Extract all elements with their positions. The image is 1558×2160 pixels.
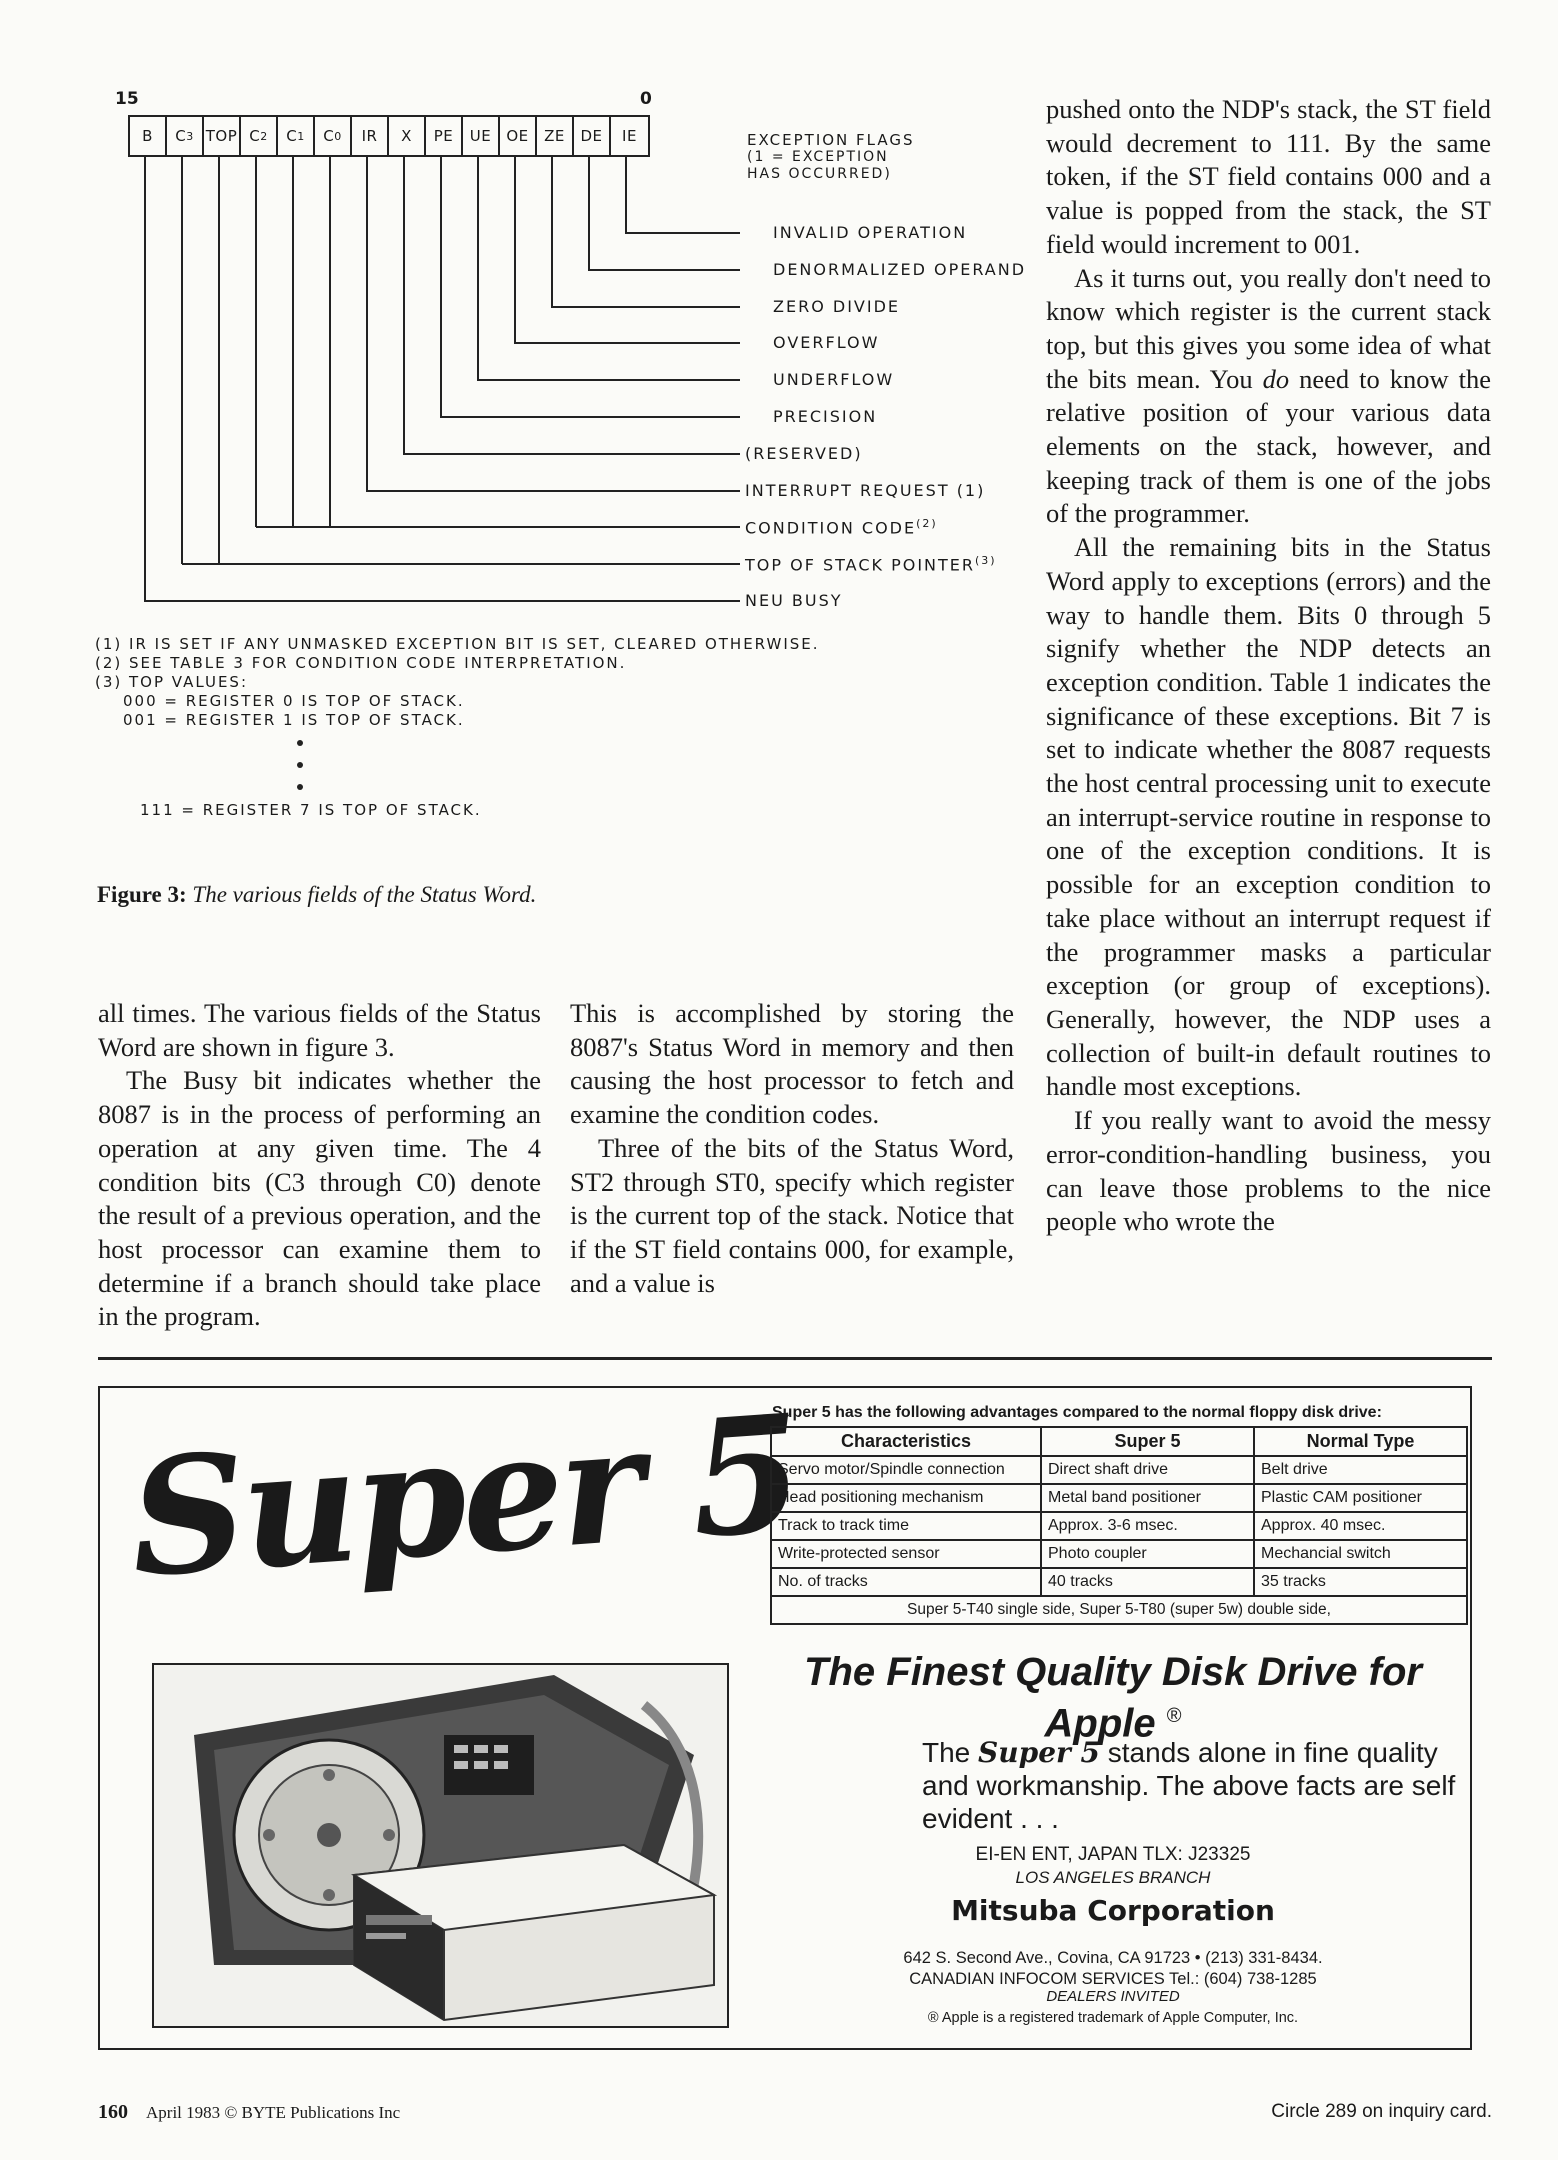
paragraph: This is accomplished by storing the 8087's Status Word in memory and then causing the host processor to fetch and examine the condition codes.	[570, 998, 1014, 1130]
contact-branch: LOS ANGELES BRANCH	[1015, 1868, 1211, 1887]
paragraph: Three of the bits of the Status Word, ST2 through ST0, specify which register is the current top of the stack. Notice that if the ST field contains 000, for example, and a value is	[570, 1132, 1014, 1298]
line-top	[182, 155, 740, 564]
table-row	[771, 1484, 1467, 1512]
ellipsis-dot	[297, 740, 303, 746]
table-cell: Plastic CAM positioner	[1254, 1484, 1467, 1512]
column-header: Normal Type	[1254, 1427, 1467, 1456]
line-ue	[478, 155, 740, 380]
article-column-3	[1046, 93, 1491, 1239]
table-row	[771, 1568, 1467, 1596]
top-value-000: 000 = REGISTER 0 IS TOP OF STACK.	[123, 692, 465, 710]
paragraph: All the remaining bits in the Status Word apply to exceptions (errors) and the way to handle them. Bits 0 through 5 signify whether the NDP detects an exception condition. Table 1 indicates the significance of these exceptions. Bit 7 is set to indicate whether the 8087 requests the host central processing unit to execute an interrupt-service routine in response to one of the exception conditions. It is possible for an exception condition to take place without an interrupt request if the programmer masks a particular exception (or group of exceptions). Generally, however, the NDP uses a collection of built-in default routines to handle most exceptions.	[1046, 532, 1491, 1102]
bit-cell-c1: C 1	[278, 117, 315, 155]
bit-cell-c2: C 2	[241, 117, 278, 155]
trademark-note: ® Apple is a registered trademark of Apple Computer, Inc.	[927, 2010, 1299, 2026]
super5-advertisement	[98, 1378, 1472, 2050]
footnote-2: (2) SEE TABLE 3 FOR CONDITION CODE INTERPRETATION.	[95, 654, 627, 672]
table-cell: Approx. 40 msec.	[1254, 1512, 1467, 1540]
line-ir	[367, 155, 740, 491]
bit-cell-x: X	[389, 117, 426, 155]
column-header: Characteristics	[771, 1427, 1041, 1456]
line-busy	[145, 155, 740, 601]
table-cell: Track to track time	[771, 1512, 1041, 1540]
dealers-invited: DEALERS INVITED	[1046, 1988, 1180, 2005]
bit-cell-ir: IR	[352, 117, 389, 155]
label-invalid-operation: INVALID OPERATION	[773, 223, 968, 242]
label-precision: PRECISION	[773, 407, 878, 426]
table-row	[771, 1596, 1467, 1624]
ellipsis-dot	[297, 784, 303, 790]
label-reserved: (RESERVED)	[745, 444, 863, 463]
line-oe	[515, 155, 740, 343]
table-row	[771, 1456, 1467, 1484]
bit-cell-c3: C 3	[167, 117, 204, 155]
label-overflow: OVERFLOW	[773, 333, 880, 352]
table-cell: Servo motor/Spindle connection	[771, 1456, 1041, 1484]
bit-cell-oe: OE	[500, 117, 537, 155]
column-header: Super 5	[1041, 1427, 1254, 1456]
paragraph: If you really want to avoid the messy error-condition-handling business, you can leave those problems to the nice people who wrote the	[1046, 1105, 1491, 1237]
top-value-111: 111 = REGISTER 7 IS TOP OF STACK.	[140, 801, 482, 819]
table-row	[771, 1512, 1467, 1540]
table-header-row	[771, 1427, 1467, 1456]
article-column-2	[570, 997, 1014, 1300]
company-name: Mitsuba Corporation	[951, 1894, 1275, 1927]
figure-caption: Figure 3: The various fields of the Status Word.	[97, 882, 537, 907]
ellipsis-dot	[297, 762, 303, 768]
table-cell: No. of tracks	[771, 1568, 1041, 1596]
label-interrupt-request: INTERRUPT REQUEST (1)	[745, 481, 986, 500]
footnote-1: (1) IR IS SET IF ANY UNMASKED EXCEPTION BIT IS SET, CLEARED OTHERWISE.	[95, 635, 820, 653]
bit-cell-top: TOP	[204, 117, 241, 155]
page-footer	[98, 2101, 400, 2124]
top-value-001: 001 = REGISTER 1 IS TOP OF STACK.	[123, 711, 465, 729]
advantages-title: Super 5 has the following advantages compared to the normal floppy disk drive:	[772, 1404, 1382, 1421]
status-word-figure	[95, 85, 1035, 925]
line-condition-code	[256, 155, 740, 527]
comparison-table	[770, 1426, 1468, 1625]
footnote-3: (3) TOP VALUES:	[95, 673, 249, 691]
label-denormalized-operand: DENORMALIZED OPERAND	[773, 260, 1027, 279]
paragraph: The Busy bit indicates whether the 8087 is in the process of performing an operation at any given time. The 4 condition bits (C3 through C0) denote the result of a previous operation, and the host processor can examine them to determine if a branch should take place in the program.	[98, 1065, 541, 1332]
line-de	[589, 155, 740, 270]
table-cell: Metal band positioner	[1041, 1484, 1254, 1512]
table-row	[771, 1540, 1467, 1568]
bit-cell-ie: IE	[622, 127, 637, 145]
ad-body-text: The Super 5 stands alone in fine quality and workmanship. The above facts are self evident . . .	[922, 1736, 1456, 1834]
bit-cell-c0: C 0	[315, 117, 352, 155]
line-x	[404, 155, 740, 454]
super5-inline-logo: Super 5	[978, 1736, 1100, 1769]
line-pe	[441, 155, 740, 417]
disk-drive-illustration	[154, 1665, 729, 2028]
bit-0-label: 0	[640, 89, 652, 109]
label-underflow: UNDERFLOW	[773, 370, 895, 389]
label-zero-divide: ZERO DIVIDE	[773, 297, 900, 316]
paragraph: all times. The various fields of the Status Word are shown in figure 3.	[98, 998, 541, 1062]
table-cell: 40 tracks	[1041, 1568, 1254, 1596]
page-number: 160	[98, 2101, 128, 2123]
bit-cell-ue: UE	[463, 117, 500, 155]
models-note: Super 5-T40 single side, Super 5-T80 (super 5w) double side,	[771, 1596, 1467, 1624]
super5-logo: Super 5	[124, 1378, 805, 1614]
ad-headline: The Finest Quality Disk Drive for Apple ®	[804, 1650, 1422, 1746]
bit-cell-ze: ZE	[537, 117, 574, 155]
table-cell: Belt drive	[1254, 1456, 1467, 1484]
inquiry-card-note: Circle 289 on inquiry card.	[1271, 2101, 1492, 2122]
line-ze	[552, 155, 740, 307]
bit-15-label: 15	[115, 89, 139, 109]
label-neu-busy: NEU BUSY	[745, 591, 843, 610]
label-condition-code: CONDITION CODE$^{(2)}$	[745, 517, 938, 538]
bit-cell-de: DE	[574, 117, 611, 155]
table-cell: Mechancial switch	[1254, 1540, 1467, 1568]
issue-credit: April 1983 © BYTE Publications Inc	[146, 2103, 401, 2122]
table-cell: Head positioning mechanism	[771, 1484, 1041, 1512]
bit-cell-busy: B	[130, 117, 167, 155]
paragraph: pushed onto the NDP's stack, the ST field would decrement to 111. By the same token, if the ST field contains 000 and a value is popped from the stack, the ST field would increment to 001.	[1046, 94, 1491, 259]
table-cell: Photo coupler	[1041, 1540, 1254, 1568]
disk-drive-photo	[152, 1663, 729, 2028]
table-cell: 35 tracks	[1254, 1568, 1467, 1596]
table-cell: Write-protected sensor	[771, 1540, 1041, 1568]
paragraph: As it turns out, you really don't need to know which register is the current stack top, but this gives you some idea of what the bits mean. You do need to know the relative position of your various data elements on the stack, however, and keeping track of them is one of the jobs of the programmer.	[1046, 262, 1492, 529]
exception-flags-title: EXCEPTION FLAGS	[747, 131, 915, 149]
article-column-1	[98, 997, 541, 1334]
bit-cell-pe: PE	[426, 117, 463, 155]
company-address: 642 S. Second Ave., Covina, CA 91723 • (213) 331-8434. CANADIAN INFOCOM SERVICES Tel.: (604) 738-1285	[903, 1949, 1323, 1988]
label-top-of-stack-pointer: TOP OF STACK POINTER$^{(3)}$	[745, 554, 997, 575]
line-ie	[626, 155, 740, 233]
contact-telex: EI-EN ENT, JAPAN TLX: J23325	[975, 1844, 1251, 1865]
table-cell: Direct shaft drive	[1041, 1456, 1254, 1484]
exception-flags-note: (1 = EXCEPTION HAS OCCURRED)	[747, 149, 892, 182]
section-divider	[98, 1357, 1492, 1360]
table-cell: Approx. 3-6 msec.	[1041, 1512, 1254, 1540]
